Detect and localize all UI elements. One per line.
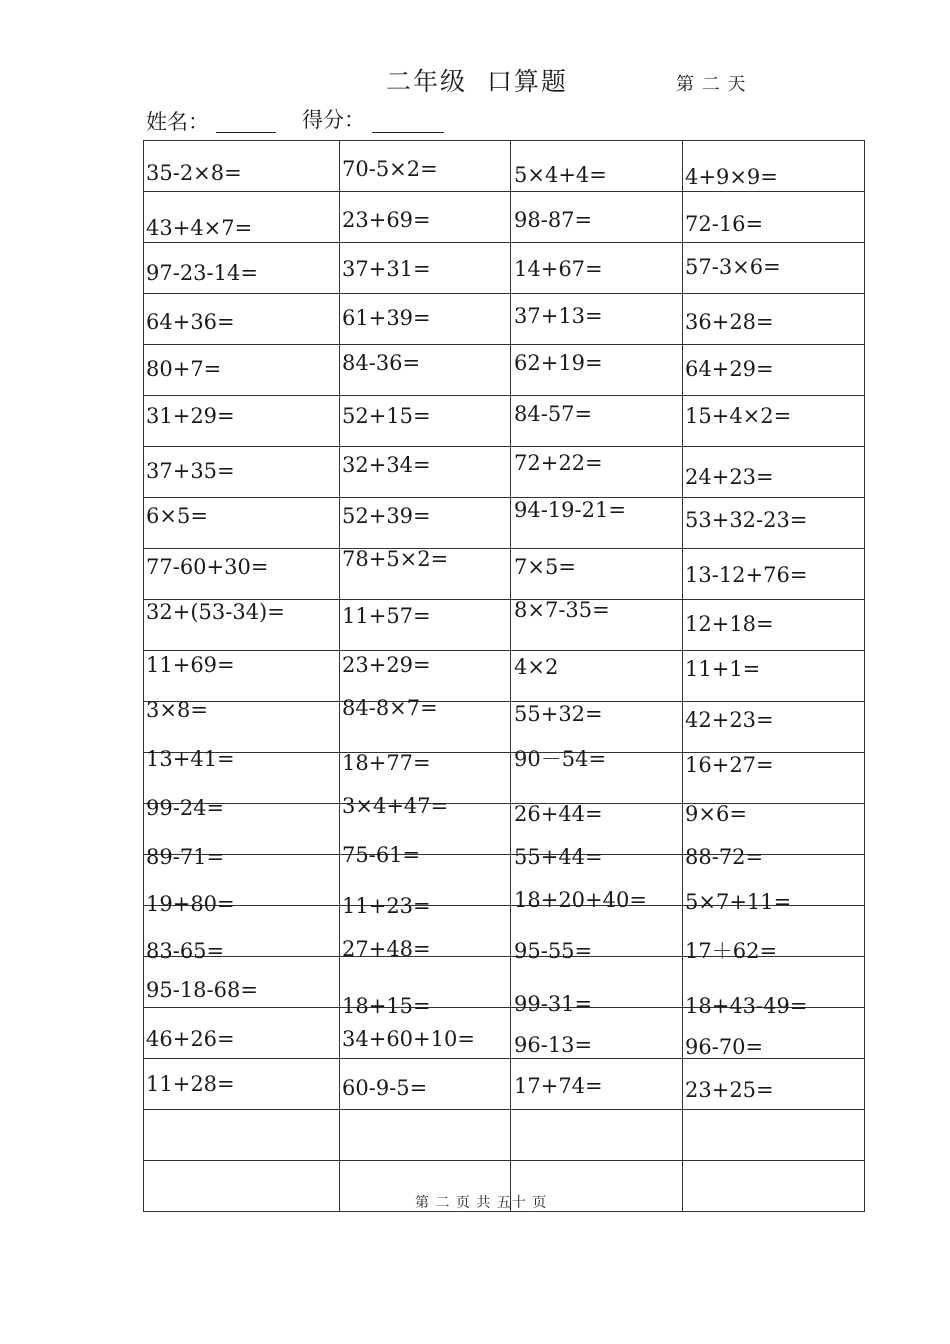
arithmetic-problem: 4×2 <box>514 655 559 679</box>
problem-cell-content <box>340 192 510 242</box>
problem-cell <box>511 549 683 600</box>
problem-cell-content <box>511 498 682 548</box>
problem-cell-content <box>511 396 682 446</box>
problem-cell <box>511 294 683 345</box>
arithmetic-problem: 11+69= <box>146 653 235 677</box>
arithmetic-problem: 72-16= <box>685 212 764 236</box>
arithmetic-problem: 11+28= <box>146 1072 235 1096</box>
arithmetic-problem: 27+48= <box>342 937 431 961</box>
arithmetic-problem: 99-24= <box>146 796 225 820</box>
table-row <box>144 753 865 804</box>
arithmetic-problem: 57-3×6= <box>685 255 781 279</box>
problem-cell <box>511 498 683 549</box>
arithmetic-problem: 19+80= <box>146 892 235 916</box>
arithmetic-problem: 23+29= <box>342 653 431 677</box>
problem-cell-content <box>144 345 339 395</box>
problem-grid <box>143 140 865 1212</box>
arithmetic-problem: 55+44= <box>514 845 603 869</box>
problem-cell-content <box>340 447 510 497</box>
problem-cell-content <box>683 651 864 701</box>
problem-cell <box>144 698 340 753</box>
problem-cell <box>340 192 511 243</box>
problem-cell-content <box>683 141 864 191</box>
problem-cell <box>511 1074 683 1161</box>
arithmetic-problem: 96-70= <box>685 1035 764 1059</box>
problem-cell <box>683 294 865 345</box>
arithmetic-problem: 83-65= <box>146 939 225 963</box>
arithmetic-problem: 11+23= <box>342 894 431 918</box>
problem-cell-content <box>511 702 682 752</box>
arithmetic-problem: 31+29= <box>146 404 235 428</box>
problem-cell <box>144 192 340 243</box>
problem-cell-content <box>511 447 682 497</box>
problem-cell <box>683 396 865 447</box>
arithmetic-problem: 46+26= <box>146 1027 235 1051</box>
arithmetic-problem: 36+28= <box>685 310 774 334</box>
problem-cell-content <box>683 192 864 242</box>
score-blank-line <box>372 132 444 133</box>
day-label: 第 二 天 <box>676 74 747 95</box>
arithmetic-problem: 17＋62= <box>685 939 778 963</box>
arithmetic-problem: 23+25= <box>685 1078 774 1102</box>
problem-cell-content <box>683 600 864 650</box>
problem-cell <box>340 141 511 192</box>
problem-cell-content <box>144 243 339 293</box>
problem-cell <box>144 141 340 192</box>
arithmetic-problem: 18+77= <box>342 751 431 775</box>
name-blank-line <box>216 132 276 133</box>
arithmetic-problem: 94-19-21= <box>514 498 626 522</box>
arithmetic-problem: 18+43-49= <box>685 994 808 1018</box>
table-row <box>144 600 865 651</box>
problem-cell-content <box>683 345 864 395</box>
arithmetic-problem: 72+22= <box>514 451 603 475</box>
problem-cell-content <box>683 1161 864 1211</box>
arithmetic-problem: 43+4×7= <box>146 216 253 240</box>
arithmetic-problem: 5×7+11= <box>685 890 792 914</box>
problem-cell <box>683 243 865 294</box>
arithmetic-problem: 32+(53-34)= <box>146 600 285 624</box>
arithmetic-problem: 13+41= <box>146 747 235 771</box>
arithmetic-problem: 78+5×2= <box>342 547 449 571</box>
problem-cell <box>340 651 511 702</box>
problem-cell <box>144 549 340 600</box>
problem-cell <box>683 141 865 192</box>
problem-cell <box>511 243 683 294</box>
problem-cell-content <box>144 698 339 752</box>
problem-cell <box>144 1161 340 1212</box>
problem-cell <box>511 396 683 447</box>
problem-cell <box>144 243 340 294</box>
arithmetic-problem: 89-71= <box>146 845 225 869</box>
problem-cell-content <box>511 294 682 344</box>
problem-cell <box>683 702 865 753</box>
problem-cell-content <box>340 651 510 701</box>
arithmetic-problem: 52+15= <box>342 404 431 428</box>
problem-cell-content <box>340 345 510 395</box>
arithmetic-problem: 60-9-5= <box>342 1076 428 1100</box>
arithmetic-problem: 77-60+30= <box>146 555 269 579</box>
problem-cell <box>144 498 340 549</box>
problem-cell-content <box>683 447 864 497</box>
problem-cell <box>144 345 340 396</box>
problem-cell-content <box>340 396 510 446</box>
problem-cell <box>683 498 865 549</box>
problem-cell-content <box>340 1076 510 1160</box>
arithmetic-problem: 95-55= <box>514 939 593 963</box>
arithmetic-problem: 84-8×7= <box>342 696 438 720</box>
arithmetic-problem: 34+60+10= <box>342 1027 475 1051</box>
table-row <box>144 294 865 345</box>
problem-cell <box>144 651 340 702</box>
arithmetic-problem: 26+44= <box>514 802 603 826</box>
arithmetic-problem: 96-13= <box>514 1033 593 1057</box>
table-row <box>144 498 865 549</box>
arithmetic-problem: 14+67= <box>514 257 603 281</box>
arithmetic-problem: 55+32= <box>514 702 603 726</box>
arithmetic-problem: 8×7-35= <box>514 598 610 622</box>
arithmetic-problem: 4+9×9= <box>685 165 778 189</box>
arithmetic-problem: 37+31= <box>342 257 431 281</box>
problem-cell <box>340 498 511 549</box>
table-row <box>144 1110 865 1161</box>
problem-cell <box>340 243 511 294</box>
arithmetic-problem: 52+39= <box>342 504 431 528</box>
arithmetic-problem: 5×4+4= <box>514 163 607 187</box>
problem-cell <box>511 447 683 498</box>
arithmetic-problem: 75-61= <box>342 843 421 867</box>
arithmetic-problem: 84-36= <box>342 351 421 375</box>
problem-cell-content <box>340 294 510 344</box>
problem-cell <box>511 747 683 804</box>
problem-cell-content <box>144 141 339 191</box>
problem-cell <box>144 600 340 651</box>
arithmetic-problem: 35-2×8= <box>146 161 242 185</box>
problem-cell <box>511 600 683 651</box>
problem-cell-content <box>511 141 682 191</box>
problem-cell-content <box>144 1072 339 1160</box>
arithmetic-problem: 90－54= <box>514 747 607 771</box>
arithmetic-problem: 3×8= <box>146 698 208 722</box>
arithmetic-problem: 70-5×2= <box>342 157 438 181</box>
problem-cell-content <box>511 549 682 599</box>
problem-cell-content <box>511 192 682 242</box>
arithmetic-problem: 24+23= <box>685 465 774 489</box>
problem-cell <box>340 396 511 447</box>
arithmetic-problem: 42+23= <box>685 708 774 732</box>
problem-cell-content <box>683 702 864 752</box>
problem-cell-content <box>683 753 864 803</box>
arithmetic-problem: 64+29= <box>685 357 774 381</box>
table-row <box>144 447 865 498</box>
arithmetic-problem: 3×4+47= <box>342 794 449 818</box>
arithmetic-problem: 18+15= <box>342 994 431 1018</box>
problem-cell-content <box>144 498 339 548</box>
problem-cell-content <box>340 549 510 599</box>
problem-cell-content <box>511 1074 682 1160</box>
problem-cell-content <box>340 600 510 650</box>
arithmetic-problem: 97-23-14= <box>146 261 258 285</box>
problem-cell-content <box>144 600 339 650</box>
arithmetic-problem: 61+39= <box>342 306 431 330</box>
problem-cell <box>683 600 865 651</box>
problem-cell <box>144 396 340 447</box>
problem-cell <box>511 192 683 243</box>
table-row <box>144 396 865 447</box>
problem-cell-content <box>144 396 339 446</box>
arithmetic-problem: 37+13= <box>514 304 603 328</box>
page-footer: 第 二 页 共 五十 页 <box>415 1195 548 1211</box>
problem-cell-content <box>511 345 682 395</box>
score-label: 得分： <box>302 108 365 132</box>
problem-cell <box>511 141 683 192</box>
problem-cell <box>340 294 511 345</box>
arithmetic-problem: 80+7= <box>146 357 222 381</box>
arithmetic-problem: 84-57= <box>514 402 593 426</box>
problem-cell <box>683 651 865 702</box>
problem-cell <box>511 651 683 702</box>
problem-cell <box>683 753 865 804</box>
problem-cell <box>340 345 511 396</box>
problem-cell-content <box>340 243 510 293</box>
problem-cell-content <box>144 651 339 701</box>
problem-cell-content <box>144 192 339 242</box>
table-row <box>144 345 865 396</box>
problem-cell-content <box>340 696 510 752</box>
problem-cell <box>340 549 511 600</box>
arithmetic-problem: 53+32-23= <box>685 508 808 532</box>
arithmetic-problem: 99-31= <box>514 992 593 1016</box>
problem-cell <box>683 345 865 396</box>
problem-cell-content <box>511 600 682 650</box>
name-label: 姓名： <box>146 110 209 134</box>
problem-cell <box>144 447 340 498</box>
problem-cell <box>144 1072 340 1161</box>
arithmetic-problem: 17+74= <box>514 1074 603 1098</box>
table-row <box>144 651 865 702</box>
worksheet-title: 二年级 口算题 <box>386 67 568 96</box>
problem-cell-content <box>683 294 864 344</box>
arithmetic-problem: 13-12+76= <box>685 563 808 587</box>
problem-cell-content <box>683 498 864 548</box>
problem-cell-content <box>511 747 682 803</box>
problem-cell <box>683 1078 865 1161</box>
problem-cell-content <box>683 243 864 293</box>
problem-cell-content <box>511 243 682 293</box>
problem-cell <box>340 1076 511 1161</box>
table-row <box>144 141 865 192</box>
problem-grid-body <box>144 141 865 1212</box>
table-row <box>144 549 865 600</box>
problem-cell <box>683 1161 865 1212</box>
problem-cell-content <box>683 1078 864 1160</box>
problem-cell-content <box>683 549 864 599</box>
problem-cell-content <box>340 141 510 191</box>
arithmetic-problem: 11+1= <box>685 657 761 681</box>
arithmetic-problem: 98-87= <box>514 208 593 232</box>
problem-cell-content <box>144 447 339 497</box>
problem-cell-content <box>340 498 510 548</box>
arithmetic-problem: 37+35= <box>146 459 235 483</box>
problem-cell <box>511 702 683 753</box>
problem-cell-content <box>144 1161 339 1211</box>
arithmetic-problem: 7×5= <box>514 555 576 579</box>
table-row <box>144 243 865 294</box>
arithmetic-problem: 12+18= <box>685 612 774 636</box>
table-row <box>144 702 865 753</box>
arithmetic-problem: 11+57= <box>342 604 431 628</box>
problem-cell <box>340 447 511 498</box>
problem-cell <box>511 345 683 396</box>
problem-cell <box>144 294 340 345</box>
problem-cell <box>683 447 865 498</box>
problem-cell <box>340 600 511 651</box>
problem-cell <box>340 696 511 753</box>
problem-cell-content <box>683 396 864 446</box>
problem-cell-content <box>511 651 682 701</box>
problem-cell-content <box>144 294 339 344</box>
arithmetic-problem: 95-18-68= <box>146 978 258 1002</box>
arithmetic-problem: 88-72= <box>685 845 764 869</box>
arithmetic-problem: 16+27= <box>685 753 774 777</box>
arithmetic-problem: 15+4×2= <box>685 404 792 428</box>
arithmetic-problem: 18+20+40= <box>514 888 647 912</box>
arithmetic-problem: 64+36= <box>146 310 235 334</box>
arithmetic-problem: 9×6= <box>685 802 747 826</box>
problem-cell <box>683 192 865 243</box>
table-row <box>144 192 865 243</box>
problem-cell <box>683 549 865 600</box>
arithmetic-problem: 62+19= <box>514 351 603 375</box>
arithmetic-problem: 23+69= <box>342 208 431 232</box>
arithmetic-problem: 32+34= <box>342 453 431 477</box>
arithmetic-problem: 6×5= <box>146 504 208 528</box>
problem-cell-content <box>144 549 339 599</box>
